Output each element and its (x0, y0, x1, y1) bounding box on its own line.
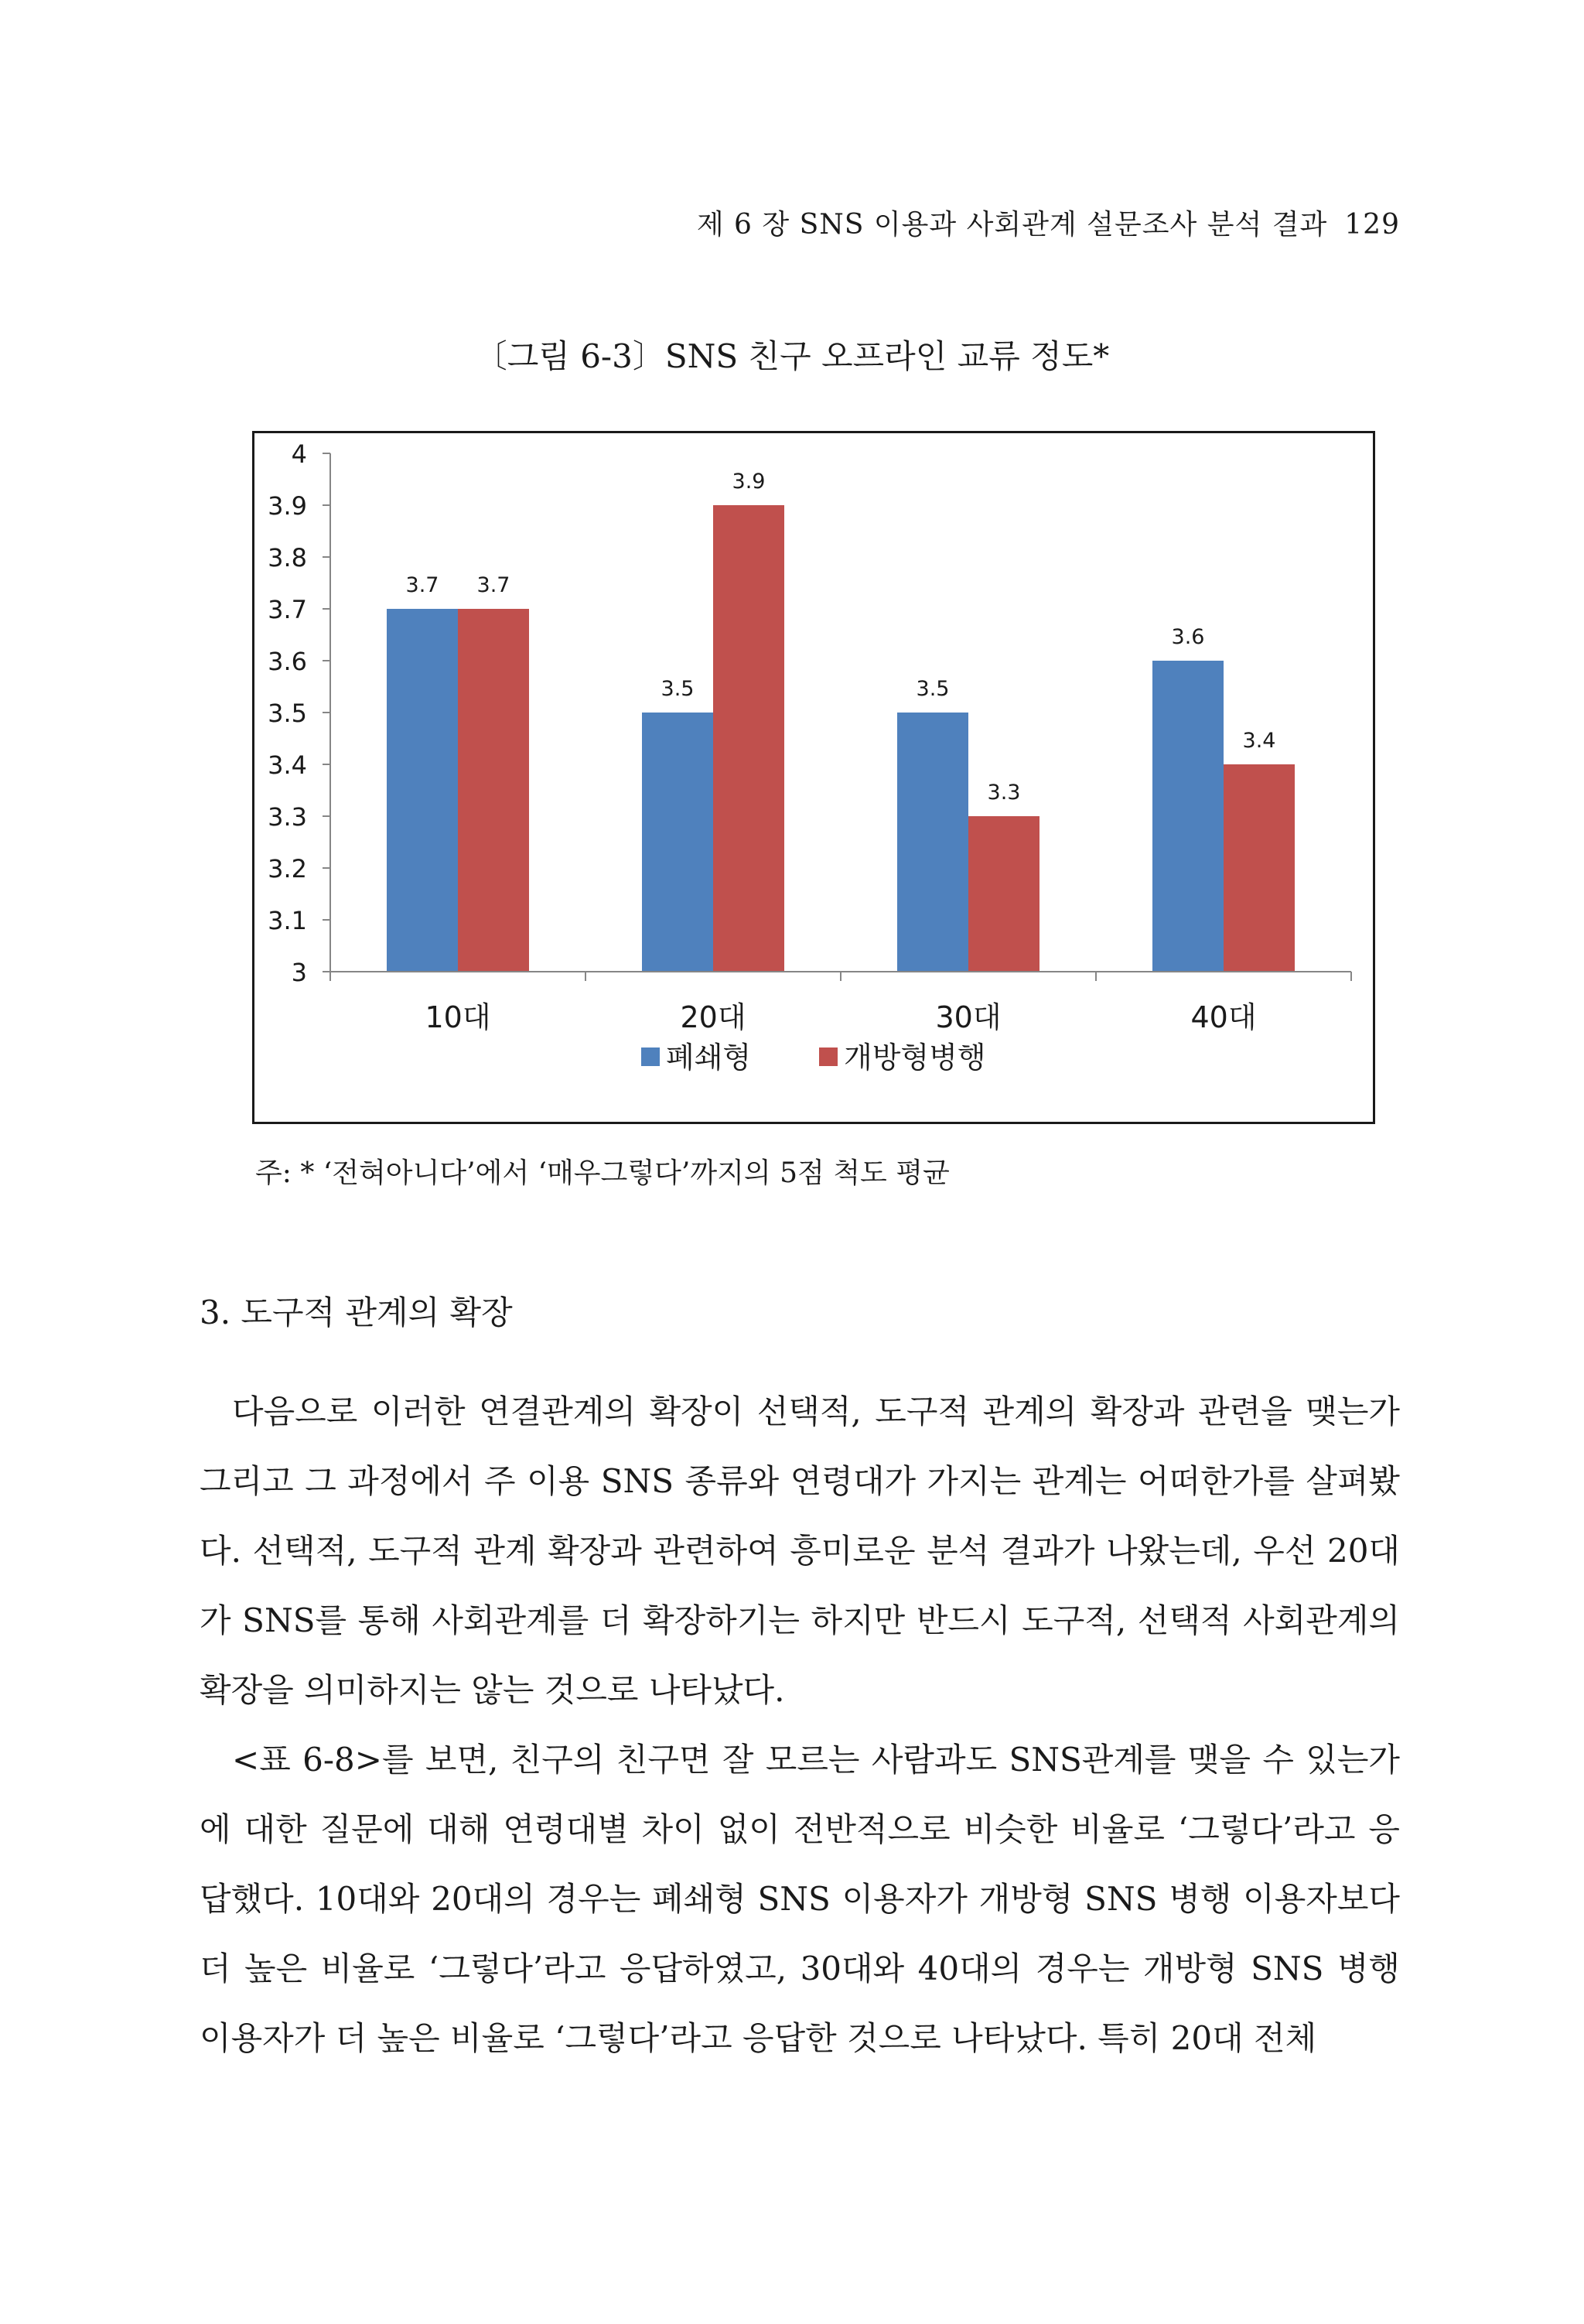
x-tick-label: 20대 (680, 1000, 746, 1034)
bars (387, 470, 1295, 972)
figure-caption: 〔그림 6-3〕SNS 친구 오프라인 교류 정도* (474, 337, 1110, 375)
data-label: 3.5 (916, 677, 950, 701)
y-tick-label: 3.6 (268, 647, 307, 676)
figure-note: 주: * ‘전혀아니다’에서 ‘매우그렇다’까지의 5점 척도 평균 (255, 1157, 950, 1189)
data-label: 3.3 (987, 781, 1021, 805)
legend-label: 폐쇄형 (666, 1041, 752, 1075)
bar (1224, 764, 1295, 972)
data-label: 3.6 (1171, 625, 1205, 649)
data-label: 3.9 (732, 470, 766, 494)
paragraph: 다음으로 이러한 연결관계의 확장이 선택적, 도구적 관계의 확장과 관련을 맺는가 그리고 그 과정에서 주 이용 SNS 종류와 연령대가 가지는 관계는 어떠한가를 살펴봤다. 선택적, 도구적 관계 확장과 관련하여 흥미로운 분석 결과가 나왔는데, 우선 20대가 SNS를 통해 사회관계를 더 확장하기는 하지만 반드시 도구적, 선택적 사회관계의 확장을 의미하지는 않는 것으로 나타났다. (200, 1393, 1400, 1709)
bar (968, 816, 1040, 972)
bar (1152, 661, 1224, 972)
data-label: 3.7 (405, 573, 439, 597)
y-tick-label: 3.8 (268, 543, 307, 572)
y-tick-label: 3.1 (268, 906, 307, 935)
y-axis (268, 439, 330, 987)
legend-swatch (641, 1048, 660, 1066)
paragraph: <표 6-8>를 보면, 친구의 친구면 잘 모르는 사람과도 SNS관계를 맺을 수 있는가에 대한 질문에 대해 연령대별 차이 없이 전반적으로 비슷한 비율로 ‘그렇다’라고 응답했다. 10대와 20대의 경우는 폐쇄형 SNS 이용자가 개방형 SNS 병행 이용자보다 더 높은 비율로 ‘그렇다’라고 응답하였고, 30대와 40대의 경우는 개방형 SNS 병행 이용자가 더 높은 비율로 ‘그렇다’라고 응답한 것으로 나타났다. 특히 20대 전체 (200, 1741, 1400, 2057)
section-heading: 3. 도구적 관계의 확장 (200, 1294, 513, 1331)
x-axis (330, 972, 1351, 1034)
legend-swatch (819, 1048, 838, 1066)
running-header (697, 203, 1400, 242)
bar (387, 609, 458, 972)
bar (713, 505, 784, 972)
y-tick-label: 3.4 (268, 750, 307, 780)
y-tick-label: 3.7 (268, 595, 307, 624)
bar (642, 713, 713, 972)
bar (458, 609, 529, 972)
legend (641, 1041, 986, 1075)
x-tick-label: 40대 (1190, 1000, 1257, 1034)
chart-canvas (254, 433, 1373, 1122)
y-tick-label: 4 (291, 439, 307, 469)
legend-label: 개방형병행 (844, 1041, 986, 1075)
x-tick-label: 10대 (425, 1000, 491, 1034)
chapter-title: 제 6 장 SNS 이용과 사회관계 설문조사 분석 결과 (696, 209, 1328, 241)
x-tick-label: 30대 (935, 1000, 1002, 1034)
y-tick-label: 3.5 (268, 699, 307, 728)
page-number: 129 (1344, 209, 1400, 241)
data-label: 3.5 (661, 677, 695, 701)
bar (897, 713, 968, 972)
body-text (200, 1377, 1400, 2073)
y-tick-label: 3.3 (268, 802, 307, 832)
y-tick-label: 3.2 (268, 854, 307, 883)
data-label: 3.4 (1242, 729, 1276, 753)
bar-chart (252, 431, 1375, 1124)
data-label: 3.7 (476, 573, 510, 597)
y-tick-label: 3.9 (268, 491, 307, 521)
y-tick-label: 3 (291, 958, 307, 987)
